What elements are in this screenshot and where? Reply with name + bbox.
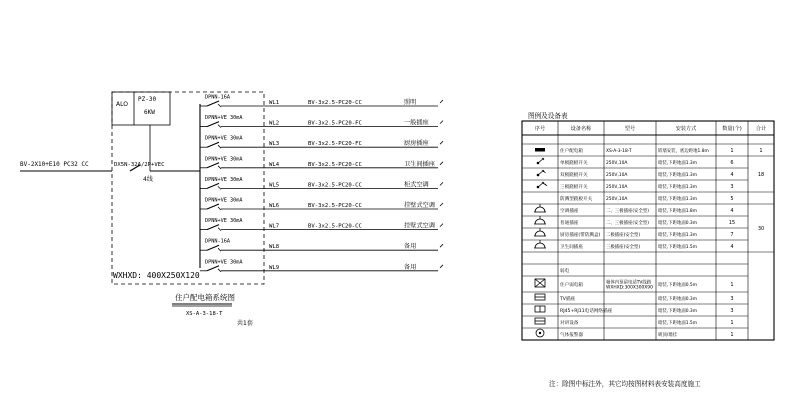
legend-row xyxy=(522,158,748,168)
branch-breaker-contact xyxy=(207,245,219,250)
legend-row xyxy=(522,204,748,216)
legend-item-name: 普通插座 xyxy=(560,221,579,226)
circuit-cable: BV-3x2.5-PC20-FC xyxy=(308,141,362,148)
circuit-use: 一般插座 xyxy=(404,119,429,127)
legend-item-install: 嵌墙安装，底边距地1.8m xyxy=(658,149,709,154)
incoming-cable-label: BV-2X10+E10 PC32 CC xyxy=(20,161,89,168)
legend-item-install: 暗装,下距地面1.5m xyxy=(658,321,697,326)
legend-row xyxy=(522,318,748,328)
meter-power: 6KW xyxy=(144,109,155,116)
branch-breaker-label: DPNN+VE 30mA xyxy=(205,197,243,204)
circuit-wl2 xyxy=(200,115,443,128)
legend-item-install: 暗装,下距地面1.3m xyxy=(658,161,697,166)
legend-item-model: 250V,10A xyxy=(606,161,628,166)
circuit-wl6 xyxy=(200,198,443,211)
legend-item-model: 三极插座(安全型) xyxy=(606,245,641,250)
legend-item-model: 二、三极插座(安全型) xyxy=(606,221,649,226)
legend-row xyxy=(522,279,748,293)
legend-row xyxy=(522,216,748,228)
legend-header-cell: 数量(个) xyxy=(722,126,742,132)
branch-breaker-label: DPNN-16A xyxy=(205,94,230,101)
branch-breaker-label: DPNN+VE 30mA xyxy=(205,135,243,142)
branch-breaker-contact xyxy=(207,266,219,271)
legend-item-name: 对讲设备 xyxy=(560,321,579,326)
circuit-wl8 xyxy=(200,239,443,252)
legend-item-model: 250V,10A xyxy=(606,173,628,178)
legend-item-model: XS-A-3-18-T xyxy=(606,149,632,154)
branch-breaker-label: DPNN-16A xyxy=(205,238,230,245)
socket-icon xyxy=(534,204,546,212)
legend-item-install: 吸顶/墙挂 xyxy=(658,333,678,338)
circuit-cable: BV-3x2.5-PC20-CC xyxy=(308,203,362,209)
legend-row xyxy=(522,294,748,304)
branch-breaker-label: DPNN+VE 30mA xyxy=(205,156,243,163)
box-size-label: WXHXD: 400X250X120 xyxy=(113,271,200,280)
sheet-note: 共1套 xyxy=(237,320,253,327)
legend-item-install: 暗装,下距地面0.3m xyxy=(658,221,697,226)
branch-breaker-contact xyxy=(207,183,219,188)
circuit-id: WL1 xyxy=(269,100,280,106)
circuit-cable: BV-3x2.5-PC20-CC xyxy=(308,100,362,106)
low-voltage-box-icon xyxy=(535,279,545,287)
legend-item-qty: 1 xyxy=(730,148,734,154)
legend-item-model: 250V,10A xyxy=(606,185,628,190)
legend-item-install: 暗装,下距地面1.3m xyxy=(658,197,697,202)
legend-row xyxy=(522,240,748,252)
tv-outlet-icon xyxy=(535,318,545,324)
legend-equipment-table xyxy=(522,111,774,389)
legend-item-model: 二极插座(安全型) xyxy=(606,233,641,238)
meter-box-icon xyxy=(535,148,545,152)
legend-header-cell: 型号 xyxy=(624,126,636,132)
meter-model: PZ-30 xyxy=(138,96,157,103)
circuit-use: 柜式空调 xyxy=(404,181,429,189)
legend-item-name: 防溅型跷板开关 xyxy=(560,197,593,202)
telephone-outlet-icon xyxy=(535,306,545,312)
legend-item-qty: 3 xyxy=(730,184,734,190)
legend-item-total: 18 xyxy=(757,172,765,178)
circuit-cable: BV-3x2.5-PC20-CC xyxy=(308,182,362,189)
circuit-id: WL5 xyxy=(269,182,280,189)
meter-label: ALO xyxy=(116,101,128,108)
legend-item-install: 暗装,下距地面0.3m xyxy=(658,309,697,314)
circuit-wl7 xyxy=(200,218,443,231)
branch-breaker-contact xyxy=(207,122,219,127)
legend-item-name: 空调插座 xyxy=(560,209,579,214)
legend-header-cell: 序号 xyxy=(534,126,546,132)
circuit-id: WL4 xyxy=(269,161,280,168)
legend-header-cell: 安装方式 xyxy=(675,126,697,132)
socket-icon xyxy=(534,216,546,224)
branch-breaker-contact xyxy=(207,163,219,168)
gas-detector-icon xyxy=(536,329,544,337)
circuit-id: WL2 xyxy=(269,120,280,127)
legend-item-qty: 15 xyxy=(728,220,736,226)
circuit-id: WL3 xyxy=(269,141,280,148)
legend-header-cell: 合计 xyxy=(755,126,767,132)
circuit-id: WL8 xyxy=(269,244,280,251)
legend-item-name: TV插座 xyxy=(560,297,576,302)
circuit-use: 备用 xyxy=(404,243,417,251)
legend-item-qty: 1 xyxy=(730,282,734,288)
circuit-wl9 xyxy=(200,259,443,272)
legend-item-name: 厨房插座(带防溅盒) xyxy=(560,233,601,238)
circuit-id: WL9 xyxy=(269,264,280,271)
legend-item-name: 气体报警器 xyxy=(560,333,583,338)
circuit-use: 挂壁式空调 xyxy=(404,202,435,209)
legend-title: 图例及设备表 xyxy=(528,112,568,120)
legend-item-qty: 5 xyxy=(730,196,734,202)
legend-row xyxy=(522,228,748,240)
circuit-use: 备用 xyxy=(404,263,417,271)
legend-item-qty: 7 xyxy=(730,232,734,238)
branch-breaker-label: DPNN+VE 30mA xyxy=(205,218,243,225)
legend-item-qty: 3 xyxy=(730,296,734,302)
socket-icon xyxy=(534,228,546,236)
legend-item-qty: 6 xyxy=(730,160,734,166)
branch-breaker-label: DPNN+VE 30mA xyxy=(205,176,243,183)
switch-icon xyxy=(537,158,544,164)
branch-breaker-contact xyxy=(207,204,219,209)
legend-item-name: 住户配电箱 xyxy=(560,149,583,154)
diagram-title: 住户配电箱系统图 xyxy=(175,293,235,302)
circuit-cable: BV-3x2.5-PC20-CC xyxy=(308,223,362,230)
legend-item-name: 住户弱电箱 xyxy=(560,283,583,288)
legend-item-qty: 4 xyxy=(730,208,734,214)
circuit-use: 照明 xyxy=(404,99,417,106)
branch-circuits xyxy=(200,95,443,272)
legend-header-cell: 设备名称 xyxy=(570,126,592,132)
legend-note: 注：除图中标注外，其它均按图材料表安装高度施工 xyxy=(549,380,701,388)
legend-item-name: 单极跷板开关 xyxy=(560,161,588,166)
legend-item-name: 弱电 xyxy=(560,269,570,274)
legend-item-qty: 1 xyxy=(730,332,734,338)
socket-icon xyxy=(534,240,546,248)
circuit-id: WL7 xyxy=(269,223,280,230)
circuit-cable: BV-3x2.5-PC20-FC xyxy=(308,120,362,127)
circuit-cable: BV-3x2.5-PC20-CC xyxy=(308,161,362,168)
legend-item-name: RJ45+RJ11电话网络插座 xyxy=(560,309,613,314)
circuit-wl3 xyxy=(200,136,443,149)
legend-item-name: 三极跷板开关 xyxy=(560,185,588,190)
legend-item-install: 暗装,下距地面1.3m xyxy=(658,173,697,178)
distribution-box-diagram xyxy=(20,92,443,327)
branch-breaker-contact xyxy=(207,225,219,230)
legend-row xyxy=(522,267,748,276)
legend-item-qty: 4 xyxy=(730,172,734,178)
main-breaker-note: 4线 xyxy=(143,176,153,183)
legend-item-name: 卫生间插座 xyxy=(560,245,583,250)
switch-icon xyxy=(537,182,547,188)
legend-item-name: 双极跷板开关 xyxy=(560,173,588,178)
switch-icon xyxy=(537,170,546,176)
legend-item-install: 暗装,下距地面1.5m xyxy=(658,245,697,250)
legend-row xyxy=(522,170,748,180)
legend-item-install: 暗装,下距地面0.5m xyxy=(658,283,697,288)
circuit-wl5 xyxy=(200,177,443,190)
legend-item-total: 1 xyxy=(759,148,763,154)
legend-item-total: 30 xyxy=(757,226,765,232)
circuit-use: 卫生间插座 xyxy=(404,160,435,168)
legend-row xyxy=(522,329,748,340)
drawing-code: XS-A-3-18-T xyxy=(186,311,223,317)
branch-breaker-label: DPNN+VE 30mA xyxy=(205,115,243,122)
circuit-wl4 xyxy=(200,156,443,169)
legend-item-qty: 3 xyxy=(730,308,734,314)
circuit-wl1 xyxy=(200,95,443,108)
circuit-id: WL6 xyxy=(269,203,280,209)
legend-item-install: 暗装,下距地面1.8m xyxy=(658,209,697,214)
legend-item-qty: 1 xyxy=(730,320,734,326)
legend-row xyxy=(522,147,748,156)
branch-breaker-label: DPNN+VE 30mA xyxy=(205,259,243,266)
legend-item-model: 二、三极插座(安全型) xyxy=(606,209,649,214)
tv-outlet-icon xyxy=(535,294,545,300)
circuit-use: 厨房插座 xyxy=(404,140,429,148)
legend-item-install: 暗装,下距地面0.3m xyxy=(658,297,697,302)
legend-row xyxy=(522,182,748,192)
legend-item-model: WXHXD:300X300X90 xyxy=(606,285,653,291)
legend-item-install: 暗装,下距地面1.3m xyxy=(658,185,697,190)
legend-item-install: 暗装,下距地面1.3m xyxy=(658,233,697,238)
legend-item-model: 箱体内预留电话TV线路 xyxy=(606,280,652,286)
legend-table-grid xyxy=(522,121,774,340)
legend-row xyxy=(522,306,748,316)
branch-breaker-contact xyxy=(207,142,219,147)
circuit-use: 挂壁式空调 xyxy=(404,222,435,230)
legend-item-model: 250V,10A xyxy=(606,197,628,202)
main-breaker-label: DX5N-32A/2P+VEC xyxy=(114,162,165,168)
branch-breaker-contact xyxy=(207,101,219,106)
legend-row xyxy=(522,195,748,204)
legend-item-qty: 4 xyxy=(730,244,734,250)
